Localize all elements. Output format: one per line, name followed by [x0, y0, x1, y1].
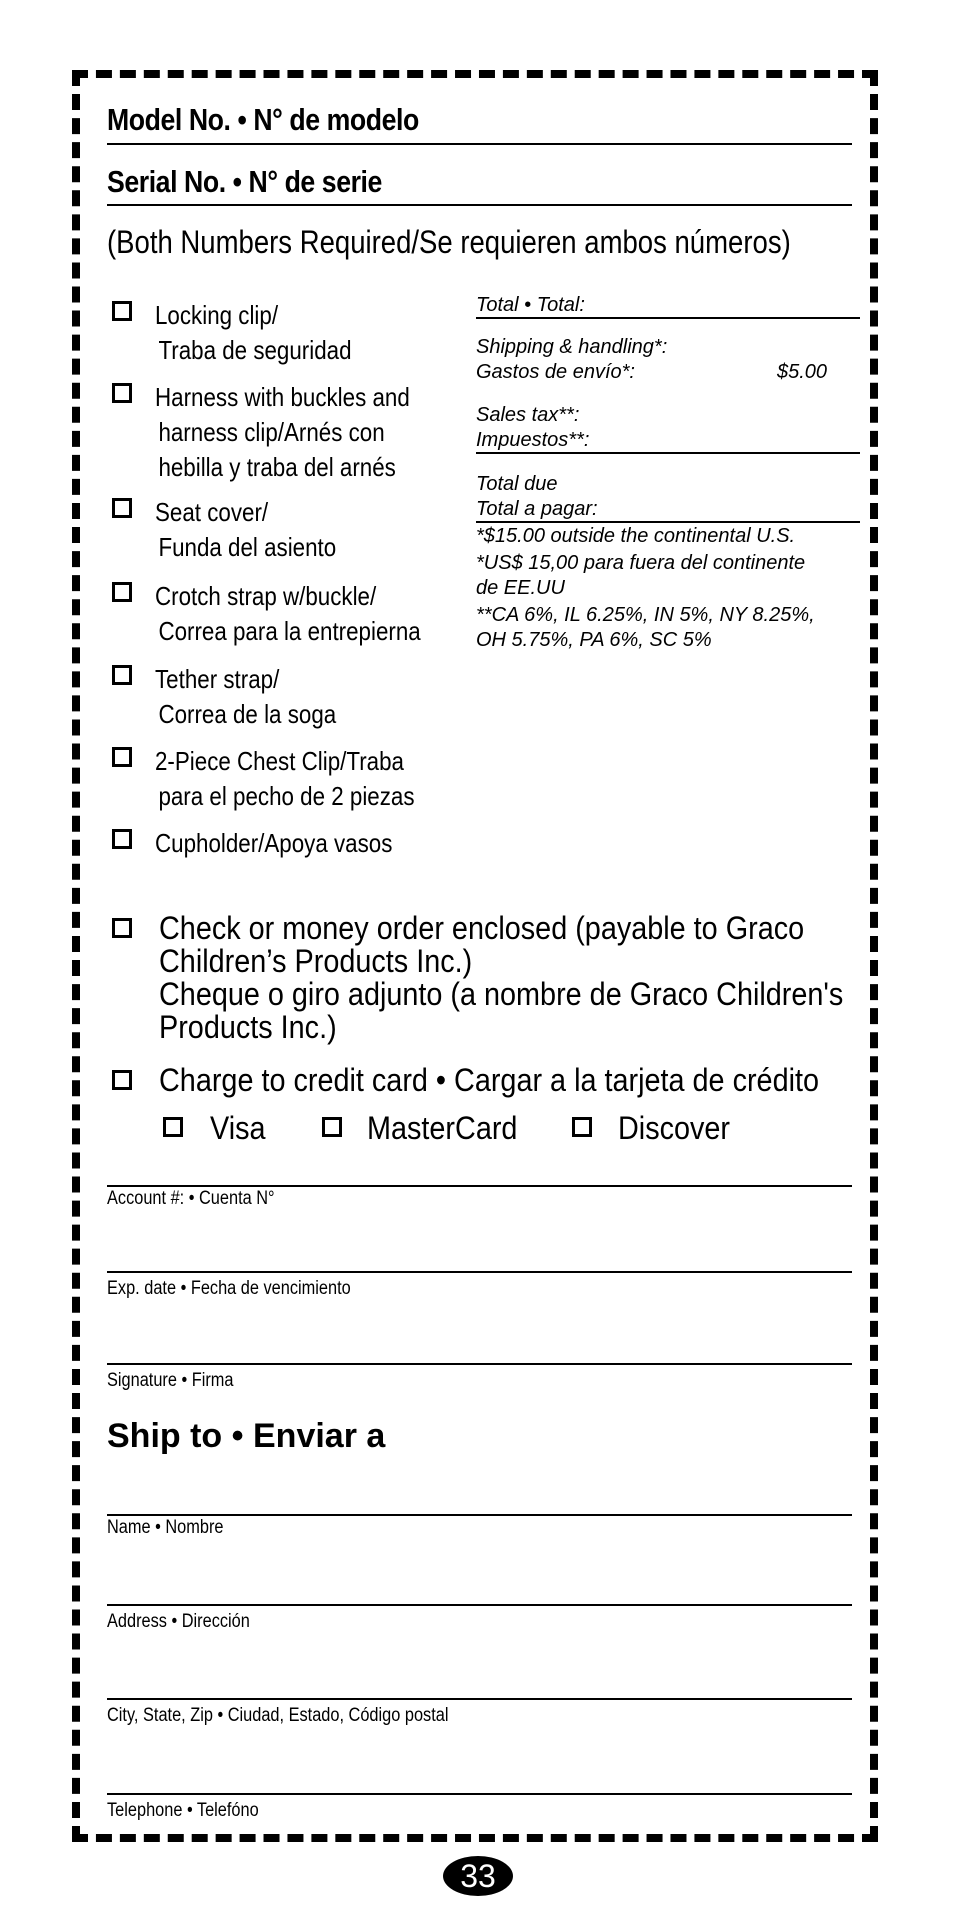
- discover-label: Discover: [618, 1110, 731, 1146]
- discover-checkbox[interactable]: [572, 1117, 592, 1137]
- part-chest-clip: 2-Piece Chest Clip/Traba para el pecho de 2 piezas: [155, 746, 415, 811]
- mastercard-label: MasterCard: [367, 1110, 518, 1146]
- city-state-zip-label: City, State, Zip • Ciudad, Estado, Código postal: [107, 1705, 449, 1726]
- tax-note-1: **CA 6%, IL 6.25%, IN 5%, NY 8.25%,: [476, 604, 815, 626]
- account-number-line[interactable]: [107, 1185, 852, 1187]
- check-money-order-checkbox[interactable]: [112, 918, 132, 938]
- page-number: 33: [443, 1856, 513, 1896]
- locking-clip-checkbox[interactable]: [112, 301, 132, 321]
- chest-clip-checkbox[interactable]: [112, 747, 132, 767]
- part-crotch-strap: Crotch strap w/buckle/ Correa para la entrepierna: [155, 581, 421, 646]
- part-seat-cover: Seat cover/ Funda del asiento: [155, 497, 337, 562]
- model-number-label: Model No. • N° de modelo: [107, 102, 419, 137]
- name-label: Name • Nombre: [107, 1517, 224, 1538]
- cupholder-checkbox[interactable]: [112, 829, 132, 849]
- telephone-label: Telephone • Telefóno: [107, 1800, 259, 1821]
- tax-note-2: OH 5.75%, PA 6%, SC 5%: [476, 629, 712, 651]
- harness-checkbox[interactable]: [112, 383, 132, 403]
- model-number-line[interactable]: [107, 143, 852, 145]
- credit-card-label: Charge to credit card • Cargar a la tarjeta de crédito: [159, 1062, 820, 1098]
- visa-checkbox[interactable]: [163, 1117, 183, 1137]
- ship-to-title: Ship to • Enviar a: [107, 1417, 386, 1455]
- part-locking-clip: Locking clip/ Traba de seguridad: [155, 300, 352, 365]
- seat-cover-checkbox[interactable]: [112, 498, 132, 518]
- tether-strap-checkbox[interactable]: [112, 665, 132, 685]
- part-tether-strap: Tether strap/ Correa de la soga: [155, 664, 337, 729]
- total-label: Total • Total:: [476, 294, 585, 316]
- name-line[interactable]: [107, 1514, 852, 1516]
- telephone-line[interactable]: [107, 1793, 852, 1795]
- mastercard-checkbox[interactable]: [322, 1117, 342, 1137]
- check-money-order-label: Check or money order enclosed (payable to Graco Children’s Products Inc.) Cheque o giro adjunto (a nombre de Graco Children's Products Inc.): [159, 910, 844, 1045]
- address-label: Address • Dirección: [107, 1611, 250, 1632]
- crotch-strap-checkbox[interactable]: [112, 582, 132, 602]
- exp-date-line[interactable]: [107, 1271, 852, 1273]
- shipping-note-3: de EE.UU: [476, 577, 565, 599]
- total-due-label-en: Total due: [476, 473, 558, 495]
- serial-number-line[interactable]: [107, 204, 852, 206]
- exp-date-label: Exp. date • Fecha de vencimiento: [107, 1278, 351, 1299]
- total-due-label-es: Total a pagar:: [476, 498, 598, 520]
- credit-card-checkbox[interactable]: [112, 1070, 132, 1090]
- visa-label: Visa: [210, 1110, 266, 1146]
- shipping-note-1: *$15.00 outside the continental U.S.: [476, 525, 796, 547]
- shipping-label-en: Shipping & handling*:: [476, 336, 668, 358]
- required-note: (Both Numbers Required/Se requieren ambos números): [107, 224, 791, 260]
- shipping-amount: $5.00: [777, 361, 828, 383]
- account-number-label: Account #: • Cuenta N°: [107, 1188, 275, 1209]
- signature-line[interactable]: [107, 1363, 852, 1365]
- part-harness: Harness with buckles and harness clip/Arnés con hebilla y traba del arnés: [155, 382, 410, 482]
- tax-line[interactable]: [476, 452, 860, 454]
- signature-label: Signature • Firma: [107, 1370, 234, 1391]
- shipping-note-2: *US$ 15,00 para fuera del continente: [476, 552, 806, 574]
- address-line[interactable]: [107, 1604, 852, 1606]
- total-due-line[interactable]: [476, 521, 860, 523]
- city-state-zip-line[interactable]: [107, 1698, 852, 1700]
- tax-label-es: Impuestos**:: [476, 429, 590, 451]
- shipping-label-es: Gastos de envío*:: [476, 361, 635, 383]
- part-cupholder: Cupholder/Apoya vasos: [155, 828, 393, 858]
- total-line[interactable]: [476, 317, 860, 319]
- serial-number-label: Serial No. • N° de serie: [107, 164, 382, 199]
- tax-label-en: Sales tax**:: [476, 404, 580, 426]
